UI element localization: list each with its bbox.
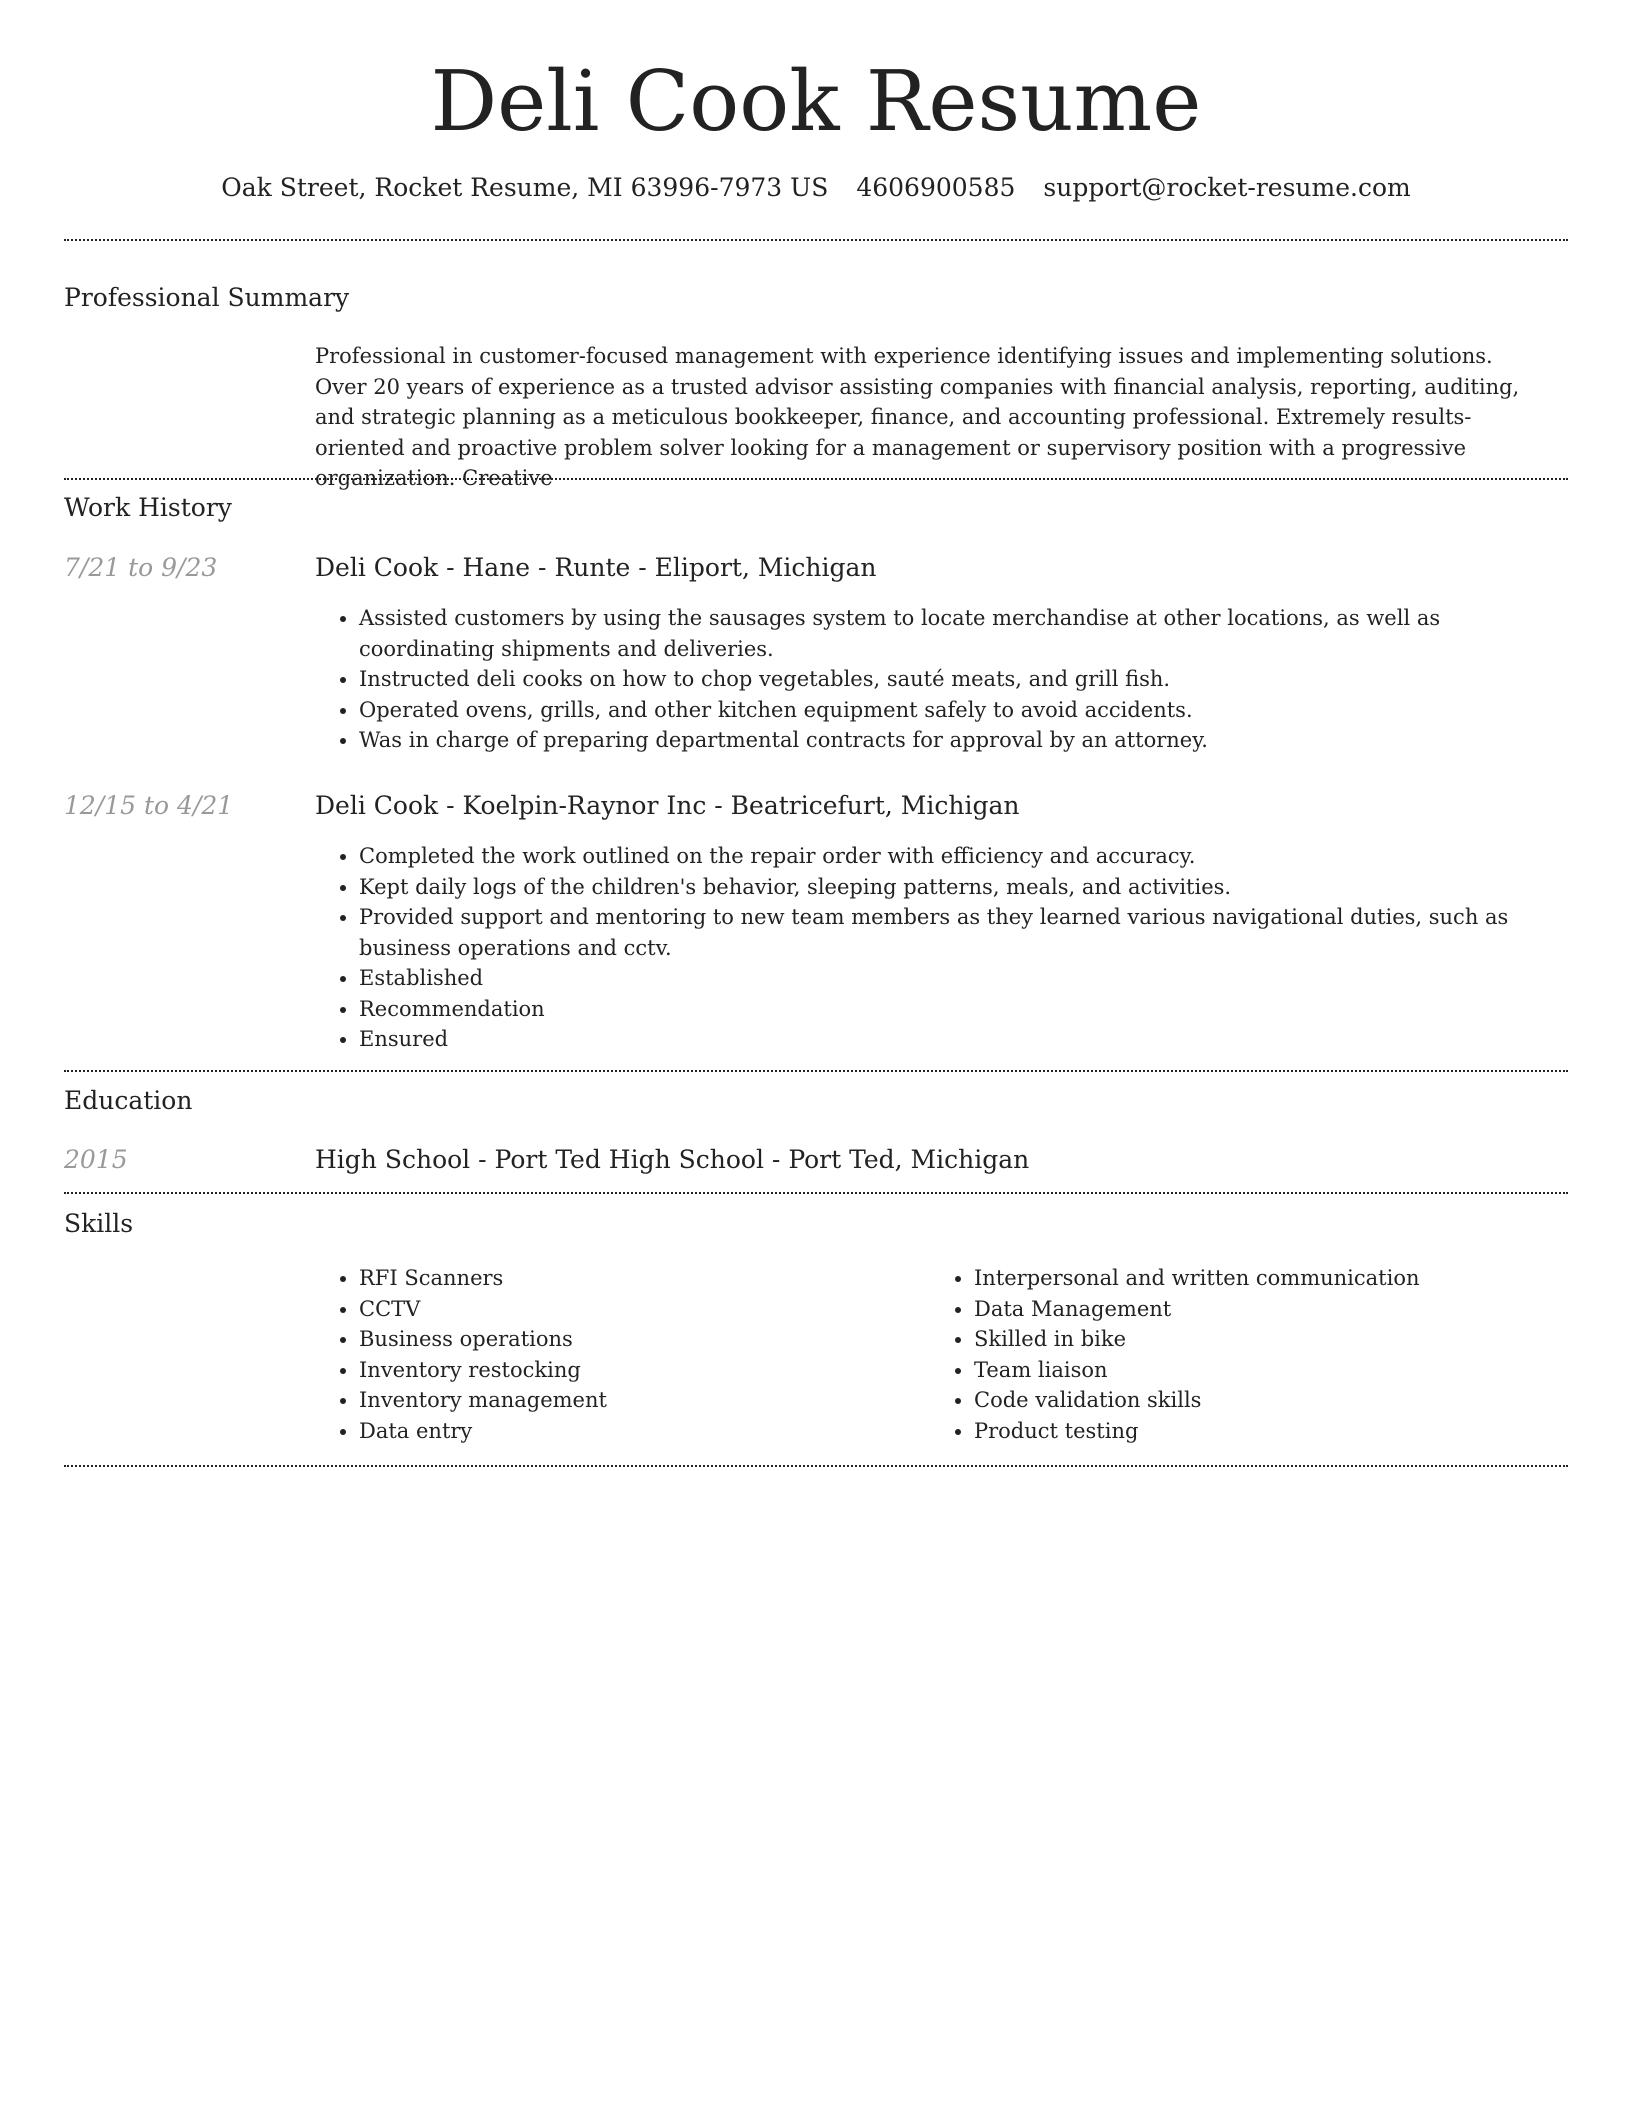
job-duties-list bbox=[315, 603, 1569, 756]
skill-item: • Data Management bbox=[974, 1294, 1534, 1325]
skill-item: • Skilled in bike bbox=[974, 1324, 1534, 1355]
skill-item: • RFI Scanners bbox=[359, 1263, 919, 1294]
skill-item: • Product testing bbox=[974, 1416, 1534, 1447]
job-duty: • Was in charge of preparing departmental contracts for approval by an attorney. bbox=[359, 725, 1569, 756]
skill-item: • Business operations bbox=[359, 1324, 919, 1355]
job-duty: • Ensured bbox=[359, 1024, 1569, 1055]
resume-title: Deli Cook Resume bbox=[430, 53, 1202, 150]
skill-item: • CCTV bbox=[359, 1294, 919, 1325]
skills-list-left bbox=[315, 1263, 919, 1446]
education-year: 2015 bbox=[64, 1145, 128, 1174]
section-divider bbox=[64, 1192, 1568, 1194]
contact-email: support@rocket-resume.com bbox=[1043, 173, 1411, 202]
job-duty: • Provided support and mentoring to new team members as they learned various navigational duties, such as business operations and cctv. bbox=[359, 902, 1569, 963]
job-duty: • Kept daily logs of the children's behavior, sleeping patterns, meals, and activities. bbox=[359, 872, 1569, 903]
education-heading: Education bbox=[64, 1086, 193, 1115]
work-history-heading: Work History bbox=[64, 493, 232, 522]
education-title: High School - Port Ted High School - Port Ted, Michigan bbox=[315, 1145, 1030, 1174]
skill-item: • Data entry bbox=[359, 1416, 919, 1447]
contact-info bbox=[0, 170, 1632, 206]
section-divider bbox=[64, 1465, 1568, 1467]
skill-item: • Team liaison bbox=[974, 1355, 1534, 1386]
contact-phone: 4606900585 bbox=[856, 173, 1016, 202]
skill-item: • Inventory restocking bbox=[359, 1355, 919, 1386]
summary-heading: Professional Summary bbox=[64, 283, 350, 312]
job-title: Deli Cook - Hane - Runte - Eliport, Michigan bbox=[315, 553, 877, 582]
contact-address: Oak Street, Rocket Resume, MI 63996-7973 US bbox=[221, 173, 829, 202]
job-title: Deli Cook - Koelpin-Raynor Inc - Beatricefurt, Michigan bbox=[315, 791, 1020, 820]
section-divider bbox=[64, 1070, 1568, 1072]
job-duty: • Assisted customers by using the sausages system to locate merchandise at other locations, as well as coordinating shipments and deliveries. bbox=[359, 603, 1569, 664]
job-duty: • Recommendation bbox=[359, 994, 1569, 1025]
job-dates: 12/15 to 4/21 bbox=[64, 791, 234, 820]
job-duty: • Completed the work outlined on the repair order with efficiency and accuracy. bbox=[359, 841, 1569, 872]
skill-item: • Code validation skills bbox=[974, 1385, 1534, 1416]
summary-text: Professional in customer-focused management with experience identifying issues and implementing solutions. Over 20 years of experience as a trusted advisor assisting companies with financial analysis, reporting, auditing, and strategic planning as a meticulous bookkeeper, finance, and accounting professional. Extremely results-oriented and proactive problem solver looking for a management or supervisory position with a progressive organization. Creative bbox=[315, 344, 1520, 490]
job-duties-list bbox=[315, 841, 1569, 1055]
skills-list-right bbox=[930, 1263, 1534, 1446]
section-divider bbox=[64, 478, 1568, 480]
job-duty: • Instructed deli cooks on how to chop vegetables, sauté meats, and grill fish. bbox=[359, 664, 1569, 695]
job-dates: 7/21 to 9/23 bbox=[64, 553, 218, 582]
skill-item: • Inventory management bbox=[359, 1385, 919, 1416]
skill-item: • Interpersonal and written communication bbox=[974, 1263, 1534, 1294]
skills-heading: Skills bbox=[64, 1209, 134, 1238]
section-divider bbox=[64, 239, 1568, 241]
job-duty: • Operated ovens, grills, and other kitchen equipment safely to avoid accidents. bbox=[359, 695, 1569, 726]
job-duty: • Established bbox=[359, 963, 1569, 994]
